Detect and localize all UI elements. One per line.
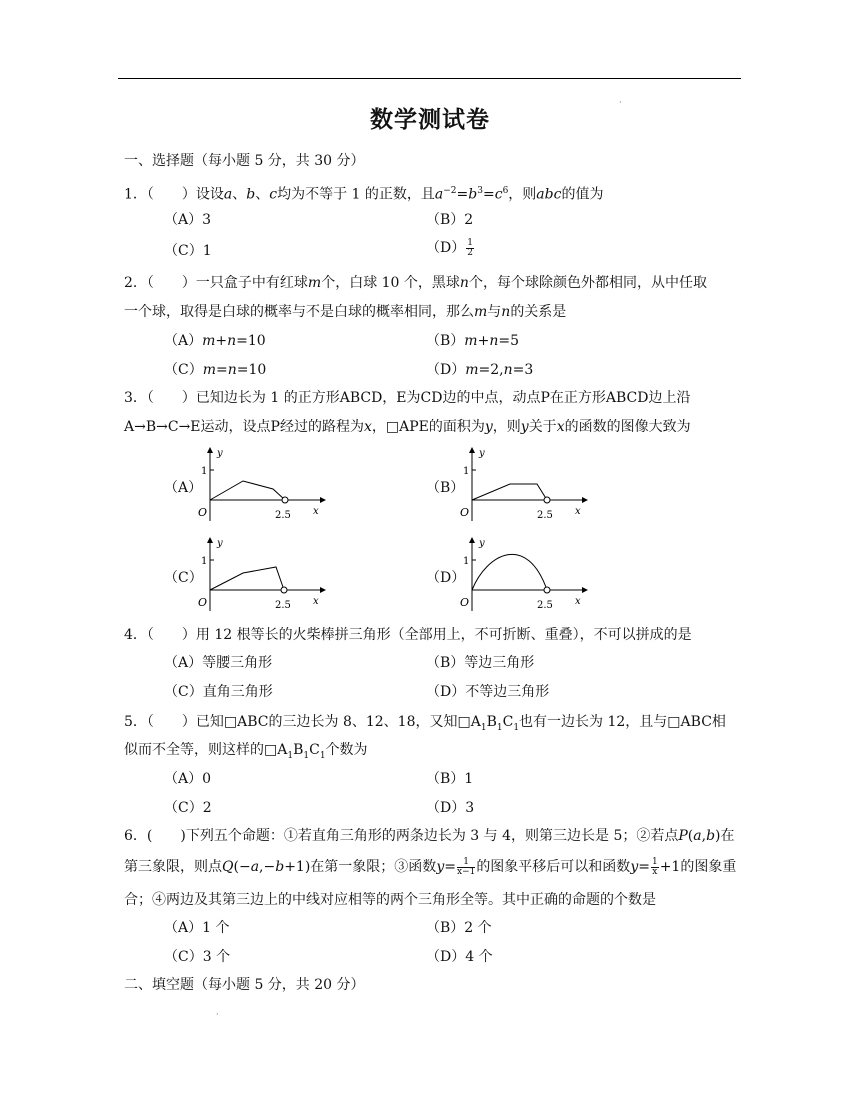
q1-option-b: （B）2 (426, 212, 474, 228)
q1-option-d (426, 238, 475, 258)
q3-option-d: （D） (426, 570, 466, 586)
open-point (544, 587, 550, 593)
section-heading-fill: 二、填空题（每小题 5 分，共 20 分） (124, 977, 365, 993)
q6-option-b: （B）2 个 (426, 920, 492, 936)
q5-option-d: （D）3 (426, 800, 475, 816)
q1-option-c: （C）1 (164, 243, 212, 259)
q1-tail-pre: ，则 (508, 186, 537, 203)
open-point (281, 587, 287, 593)
q4-option-b: （B）等边三角形 (426, 655, 535, 671)
fraction (457, 858, 475, 877)
header-rule (118, 78, 741, 79)
fraction (466, 239, 474, 258)
fraction-numerator: 1 (467, 237, 473, 248)
open-point (282, 497, 288, 503)
graph-b (457, 443, 592, 523)
axis-x-label: x (575, 596, 581, 607)
fraction-denominator: x (652, 866, 658, 877)
graph-c (195, 533, 330, 613)
question-6-line-1: 6．( )下列五个命题：①若直角三角形的两条边长为 3 与 4，则第三边长是 5；②若点P(a,b)在 (124, 828, 735, 844)
stray-dot: · (619, 98, 622, 107)
q6-option-c: （C）3 个 (164, 949, 231, 965)
curve-a (210, 481, 285, 500)
q2-option-c: （C）m=n=10 (164, 362, 267, 378)
q1-number: 1．（ ）设 (124, 186, 210, 203)
origin-label: O (198, 506, 208, 519)
fraction (651, 858, 659, 877)
q5-option-c: （C）2 (164, 800, 212, 816)
q5-option-a: （A）0 (164, 771, 212, 787)
axis-x-label: x (313, 506, 319, 517)
q1-abc: abc (536, 186, 562, 203)
q4-option-a: （A）等腰三角形 (164, 655, 273, 671)
tick-one-label: 1 (201, 556, 208, 567)
tick-end-label: 2.5 (275, 600, 291, 611)
tick-end-label: 2.5 (537, 600, 553, 611)
q6-option-d: （D）4 个 (426, 949, 493, 965)
q2-option-a: （A）m+n=10 (164, 333, 266, 349)
origin-label: O (198, 596, 208, 609)
question-6-line-3: 合；④两边及其第三边上的中线对应相等的两个三角形全等。其中正确的命题的个数是 (124, 892, 656, 908)
fraction-denominator: 2 (467, 247, 473, 258)
page-title: 数学测试卷 (370, 107, 490, 133)
q1-mid-text: 均为不等于 1 的正数，且 (277, 186, 435, 203)
fraction-numerator: 1 (457, 858, 475, 868)
tick-one-label: 1 (463, 556, 470, 567)
stray-dot: · (216, 1010, 219, 1019)
curve-b (472, 484, 547, 500)
axis-y-label: y (479, 538, 485, 549)
fraction-denominator: x−1 (456, 866, 476, 877)
q2-option-b: （B）m+n=5 (426, 333, 519, 349)
graph-a (195, 443, 330, 523)
axis-x-label: x (313, 596, 319, 607)
curve-c (210, 567, 284, 590)
question-1: 1．（ ）设设a、b、c均为不等于 1 的正数，且$a^{-2}=b^3=c^6$，则abc的值为 (124, 186, 604, 203)
q2-option-d: （D）m=2,n=3 (426, 362, 534, 378)
q3-option-b: （B） (426, 480, 465, 496)
question-2-line-1: 2．（ ）一只盒子中有红球m个，白球 10 个，黑球n个，每个球除颜色外都相同，从中任取 (124, 275, 707, 291)
axis-x-label: x (575, 506, 581, 517)
graph-d (457, 533, 592, 613)
question-4: 4．（ ）用 12 根等长的火柴棒拼三角形（全部用上，不可折断、重叠），不可以拼成的是 (124, 627, 692, 643)
origin-label: O (460, 506, 470, 519)
q5-option-b: （B）1 (426, 771, 474, 787)
question-5-line-1: 5．（ ）已知□ABC的三边长为 8、12、18，又知$□A_1B_1C_1$也有一边长为 12，且与□ABC相 (124, 714, 726, 733)
q3-option-a: （A） (164, 480, 203, 496)
q1-tail: 的值为 (561, 186, 604, 203)
tick-one-label: 1 (201, 466, 208, 477)
axis-y-label: y (217, 538, 223, 549)
q1-option-d-label: （D） (426, 240, 466, 256)
open-point (544, 497, 550, 503)
question-6-line-2: 第三象限，则点Q(−a,−b+1)在第一象限；③函数y= $\frac{1}{x-1}$ 的图象平移后可以和函数y= $\frac{1}{x}$ +1的图象重 (124, 856, 737, 877)
tick-end-label: 2.5 (537, 510, 553, 521)
axis-y-label: y (217, 448, 223, 459)
q1-option-a: （A）3 (164, 212, 212, 228)
q4-option-c: （C）直角三角形 (164, 684, 273, 700)
section-heading-choice: 一、选择题（每小题 5 分，共 30 分） (124, 153, 365, 169)
question-5-line-2: 似而不全等，则这样的$□A_1B_1C_1$个数为 (124, 742, 368, 761)
curve-d (472, 554, 547, 590)
question-2-line-2: 一个球，取得是白球的概率与不是白球的概率相同，那么m与n的关系是 (124, 304, 567, 320)
tick-one-label: 1 (463, 466, 470, 477)
fraction-numerator: 1 (651, 856, 658, 867)
q6-option-a: （A）1 个 (164, 920, 230, 936)
axis-y-label: y (479, 448, 485, 459)
question-3-line-1: 3．（ ）已知边长为 1 的正方形ABCD，E为CD边的中点，动点P在正方形ABCD边上沿 (124, 390, 691, 406)
tick-end-label: 2.5 (275, 510, 291, 521)
origin-label: O (460, 596, 470, 609)
question-3-line-2: A→B→C→E运动，设点P经过的路程为x，□APE的面积为y，则y关于x的函数的图像大致为 (124, 419, 691, 435)
q3-option-c: （C） (164, 570, 203, 586)
q4-option-d: （D）不等边三角形 (426, 684, 550, 700)
